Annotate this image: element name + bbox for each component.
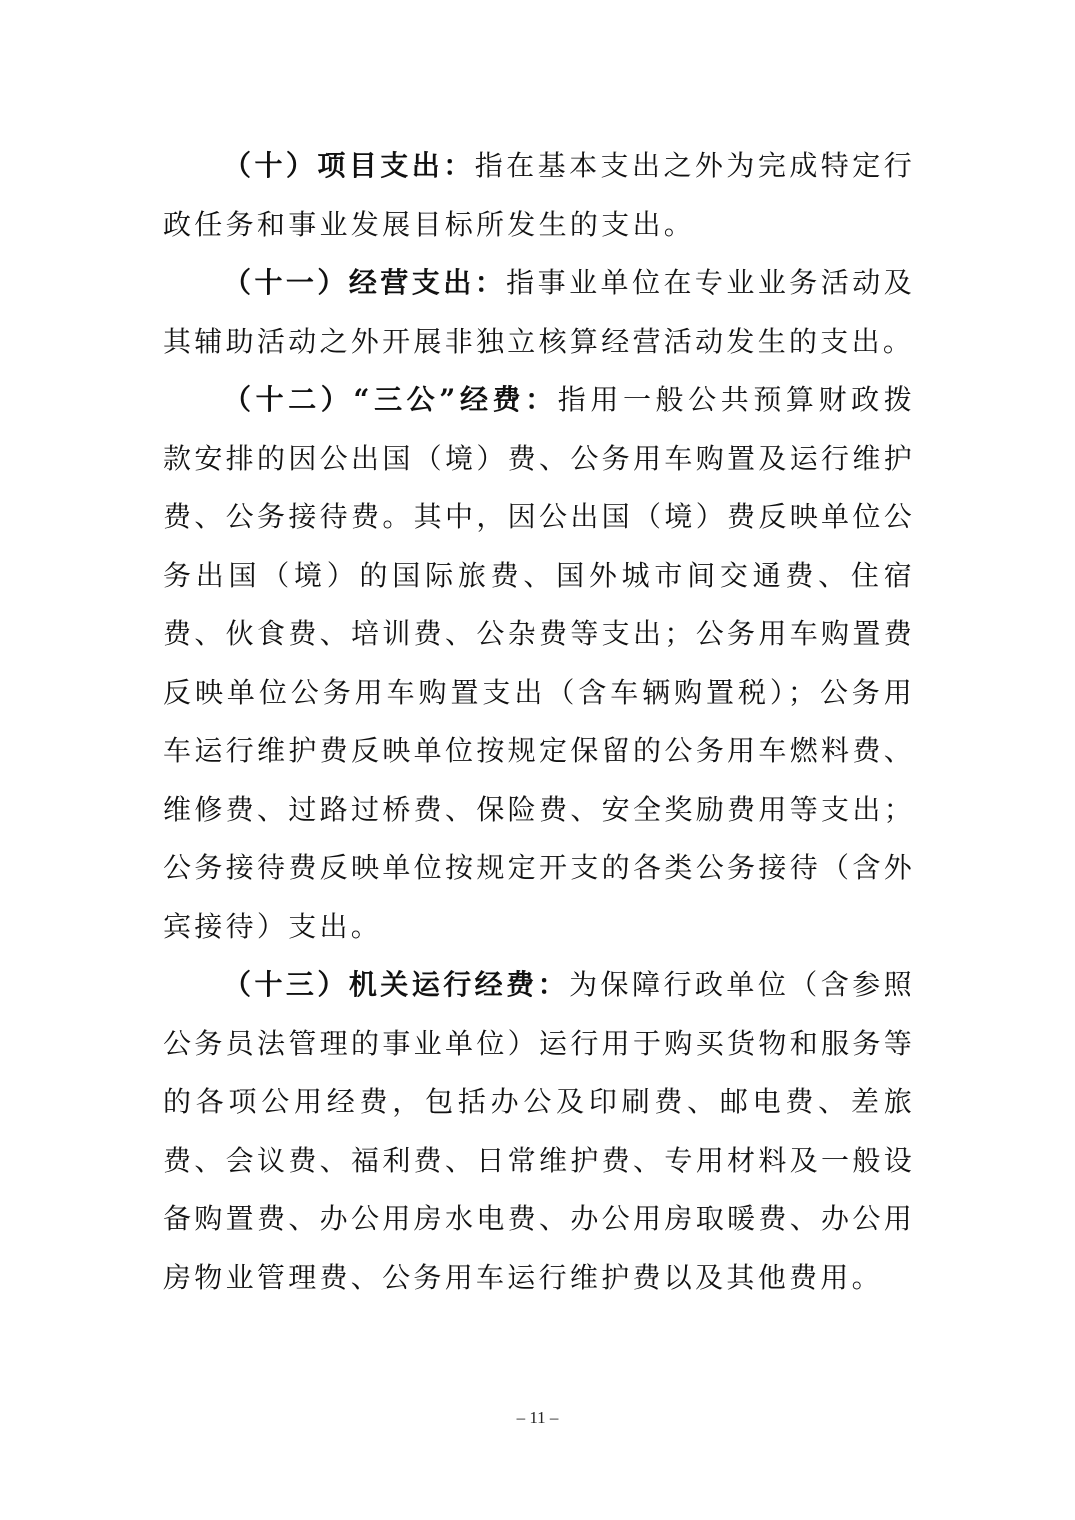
paragraph-text: 指在基本支出之外为完成特定行政任务和事业发展目标所发生的支出。 <box>163 149 916 241</box>
paragraph-text: 指用一般公共预算财政拨款安排的因公出国（境）费、公务用车购置及运行维护费、公务接待费。其中，因公出国（境）费反映单位公务出国（境）的国际旅费、国外城市间交通费、住宿费、伙食费、培训费、公杂费等支出；公务用车购置费反映单位公务用车购置支出（含车辆购置税）；公务用车运行维护费反映单位按规定保留的公务用车燃料费、维修费、过路过桥费、保险费、安全奖励费用等支出；公务接待费反映单位按规定开支的各类公务接待（含外宾接待）支出。 <box>163 383 915 943</box>
page-number: – 11 – <box>516 1408 559 1427</box>
paragraph-three-public-expenses <box>163 371 915 956</box>
paragraph-text: 指事业单位在专业业务活动及其辅助活动之外开展非独立核算经营活动发生的支出。 <box>163 266 915 358</box>
document-body <box>163 137 915 1307</box>
paragraph-project-expenditure <box>163 137 915 254</box>
term-heading: （十二）“三公”经费： <box>223 383 558 416</box>
paragraph-text: 为保障行政单位（含参照公务员法管理的事业单位）运行用于购买货物和服务等的各项公用经费，包括办公及印刷费、邮电费、差旅费、会议费、福利费、日常维护费、专用材料及一般设备购置费、办公用房水电费、办公用房取暖费、办公用房物业管理费、公务用车运行维护费以及其他费用。 <box>163 968 915 1294</box>
term-heading: （十一）经营支出： <box>223 266 507 299</box>
term-heading: （十三）机关运行经费： <box>223 968 570 1001</box>
paragraph-agency-operating-funds <box>163 956 915 1307</box>
paragraph-operating-expenditure <box>163 254 915 371</box>
term-heading: （十）项目支出： <box>223 149 475 182</box>
